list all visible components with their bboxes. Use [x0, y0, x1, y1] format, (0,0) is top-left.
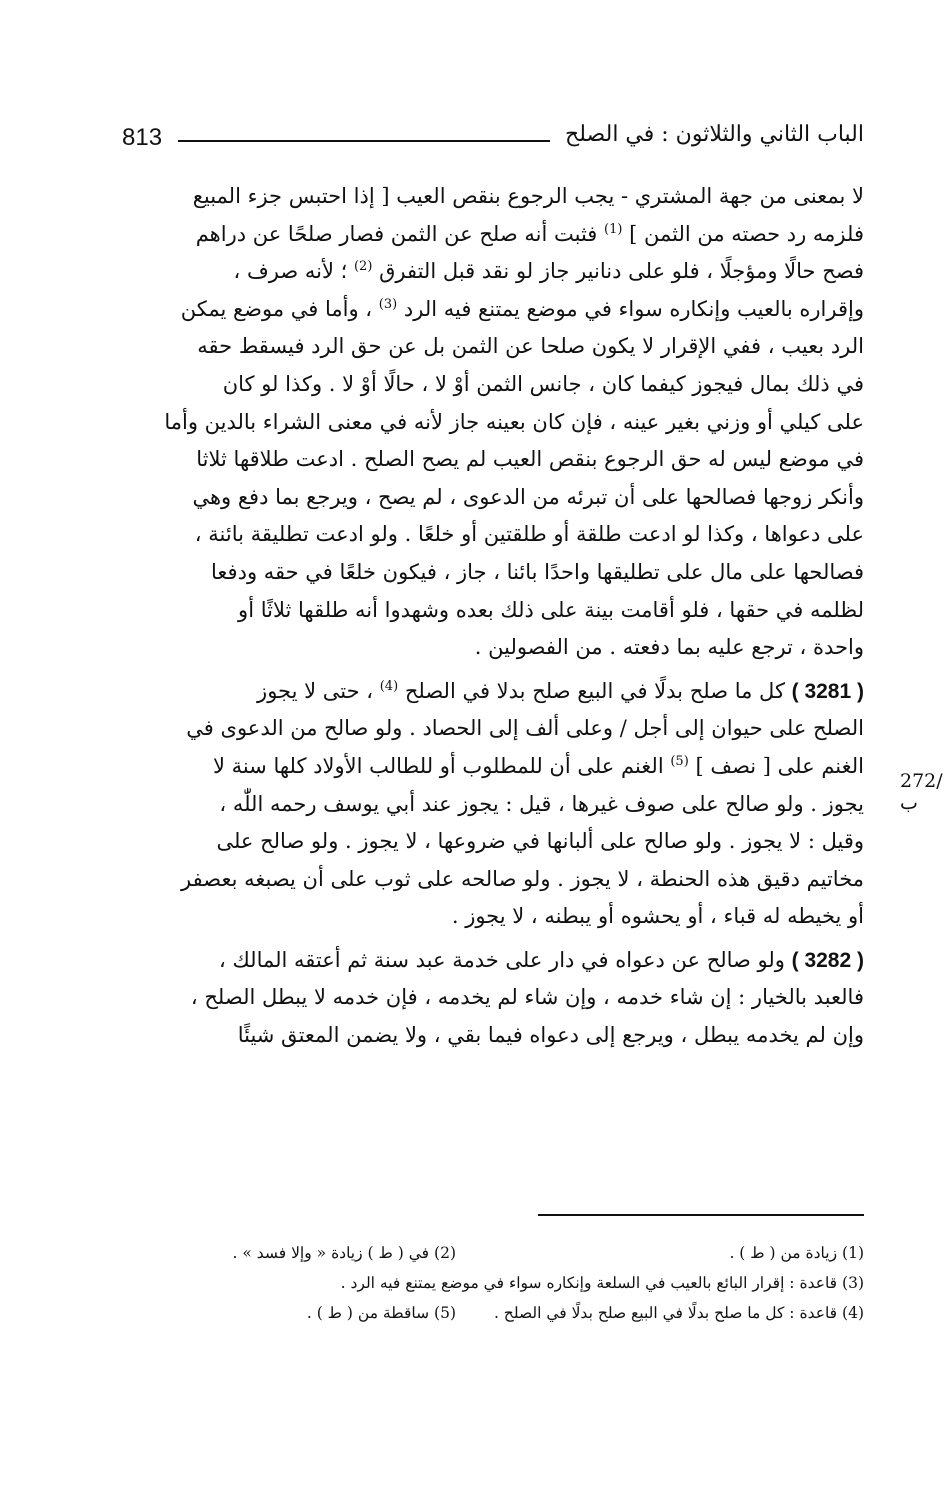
paragraph-3281: ( 3281 ) كل ما صلح بدلًا في البيع صلح بدلا في الصلح $^{(4)}$ ، حتى لا يجوز الصلح على حيوان إلى أجل / وعلى ألف إلى الحصاد . ولو صالح من الدعوى في الغنم على [ نصف ] $^{(5)}$ الغنم على أن للمطلوب أو للطالب الأولاد كلها سنة لا يجوز . ولو صالح على صوف غيرها ، قيل : يجوز عند أبي يوسف رحمه اللّٰه ، وقيل : لا يجوز . ولو صالح على ألبانها في ضروعها ، لا يجوز . ولو صالح على مخاتيم دقيق هذه الحنطة ، لا يجوز . ولو صالحه على ثوب على أن يصبغه بعصفر أو يخيطه له قباء ، أو يحشوه أو يبطنه ، لا يجوز .: [181, 678, 864, 929]
footnote-1: (1) زيادة من ( ط ) .: [729, 1244, 864, 1262]
chapter-title: الباب الثاني والثلاثون : في الصلح: [565, 122, 864, 147]
footnote-2: (2) في ( ط ) زيادة « وإلا فسد » .: [232, 1244, 456, 1262]
main-text: [120, 178, 864, 1055]
footnote-4: (4) قاعدة : كل ما صلح بدلًا في البيع صلح بدلًا في الصلح .: [493, 1304, 864, 1322]
footnote-5: (5) ساقطة من ( ط ) .: [306, 1304, 456, 1322]
footnote-row: [120, 1238, 864, 1268]
footnote-ref: (3): [378, 296, 398, 312]
footnote-row: [120, 1268, 864, 1298]
footnote-separator: [538, 1214, 864, 1216]
footnote-ref: (4): [379, 678, 399, 694]
running-header: [122, 122, 864, 158]
header-rule: [178, 140, 550, 142]
footnote-ref: (1): [604, 221, 623, 237]
paragraph-3282: ( 3282 ) ولو صالح عن دعواه في دار على خدمة عبد سنة ثم أعتقه المالك ، فالعبد بالخيار : إن شاء خدمه ، وإن شاء لم يخدمه ، فإن خدمه لا يبطل الصلح ، وإن لم يخدمه يبطل ، ويرجع إلى دعواه فيما بقي ، ولا يضمن المعتق شيئًا: [190, 947, 864, 1048]
footnote-ref: (2): [353, 259, 373, 275]
paragraph: لا بمعنى من جهة المشتري - يجب الرجوع بنقص العيب [ إذا احتبس جزء المبيع فلزمه رد حصته من الثمن ] $^{(1)}$ فثبت أنه صلح عن الثمن فصار صلحًا عن دراهم فصح حالًا ومؤجلًا ، فلو على دنانير جاز لو نقد قبل التفرق $^{(2)}$ ؛ لأنه صرف ، وإقراره بالعيب وإنكاره سواء في موضع يمتنع فيه الرد $^{(3)}$ ، وأما في موضع يمكن الرد بعيب ، ففي الإقرار لا يكون صلحا عن الثمن بل عن حق الرد فيسقط حقه في ذلك بمال فيجوز كيفما كان ، جانس الثمن أوْ لا ، حالًا أوْ لا . وكذا لو كان على كيلي أو وزني بغير عينه ، فإن كان بعينه جاز لأنه في معنى الشراء بالدين وأما في موضع ليس له حق الرجوع بنقص العيب لم يصح الصلح . ادعت طلاقها ثلاثا وأنكر زوجها فصالحها على أن تبرئه من الدعوى ، لم يصح ، ويرجع بما دفع وهي على دعواها ، وكذا لو ادعت طلقة أو طلقتين أو خلعًا . ولو ادعت تطليقة بائنة ، فصالحها على مال على تطليقها واحدًا بائنا ، جاز ، فيكون خلعًا في حقه ودفعا لظلمه في حقها ، فلو أقامت بينة على ذلك بعده وشهدوا أنه طلقها ثلاثًا أو واحدة ، ترجع عليه بما دفعته . من الفصولين .: [164, 184, 864, 660]
manuscript-folio-marker: 272/ب: [900, 770, 943, 814]
footnote-row: [120, 1298, 864, 1328]
footnotes: [120, 1238, 864, 1328]
footnote-ref: (5): [670, 753, 689, 769]
paragraph-number: ( 3281 ): [791, 679, 864, 703]
paragraph-number: ( 3282 ): [791, 948, 864, 972]
page-number: 813: [122, 124, 163, 151]
footnote-3: (3) قاعدة : إقرار البائع بالعيب في السلعة وإنكاره سواء في موضع يمتنع فيه الرد .: [340, 1274, 864, 1292]
